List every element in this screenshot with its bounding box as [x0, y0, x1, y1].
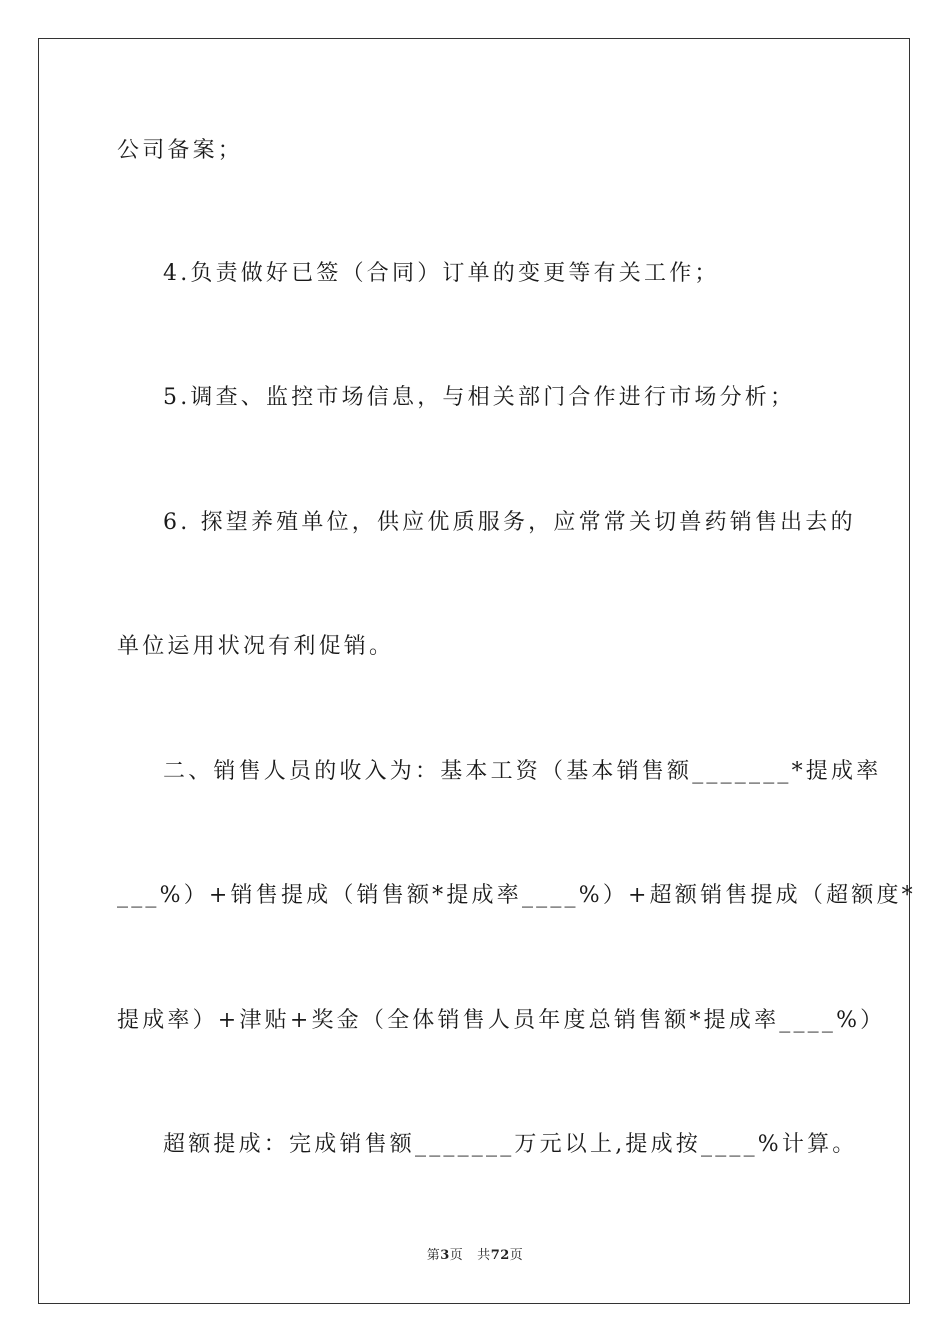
text-line-8: 提成率）+津贴+奖金（全体销售人员年度总销售额*提成率____%） — [117, 1008, 886, 1033]
page-suffix: 页 — [449, 1248, 464, 1263]
text-line-5: 单位运用状况有利促销。 — [117, 634, 395, 659]
page-prefix: 第 — [426, 1248, 441, 1263]
text-line-3: 5.调查、监控市场信息，与相关部门合作进行市场分析； — [163, 385, 796, 410]
total-pages: 72 — [490, 1248, 510, 1263]
total-prefix: 共 — [477, 1248, 491, 1263]
text-line-6: 二、销售人员的收入为：基本工资（基本销售额_______*提成率 — [163, 759, 882, 784]
text-line-9: 超额提成：完成销售额_______万元以上,提成按____%计算。 — [163, 1132, 858, 1157]
page-border — [38, 38, 916, 1304]
text-line-4: 6. 探望养殖单位，供应优质服务，应常常关切兽药销售出去的 — [163, 510, 856, 535]
text-line-7: ___%）+销售提成（销售额*提成率____%）+超额销售提成（超额度* — [117, 883, 916, 908]
total-suffix: 页 — [509, 1248, 524, 1263]
page-footer — [0, 1247, 950, 1265]
text-line-1: 公司备案； — [117, 138, 244, 163]
text-line-2: 4.负责做好已签（合同）订单的变更等有关工作； — [163, 261, 720, 286]
page-number: 3 — [440, 1248, 450, 1263]
